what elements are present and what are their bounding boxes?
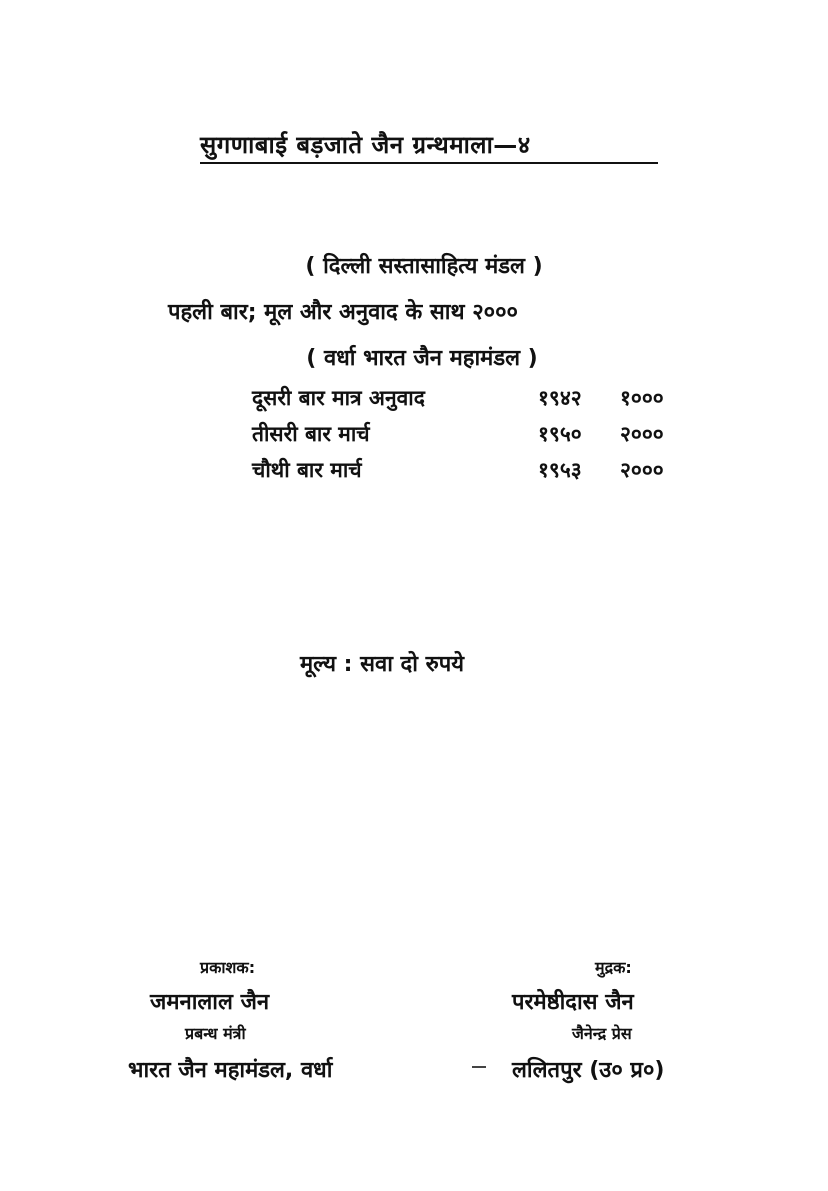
edition-year: १९५३ bbox=[538, 458, 582, 482]
edition-label: चौथी बार मार्च bbox=[252, 458, 362, 482]
edition-copies: १००० bbox=[620, 386, 664, 410]
publisher-name: जमनालाल जैन bbox=[150, 990, 270, 1015]
edition-copies: २००० bbox=[620, 458, 664, 482]
stray-dash-mark bbox=[472, 1066, 486, 1068]
edition-row bbox=[252, 384, 692, 414]
edition-publisher-heading-wardha: ( वर्धा भारत जैन महामंडल ) bbox=[306, 346, 538, 371]
printer-label: मुद्रक: bbox=[595, 958, 632, 977]
series-title: सुगणाबाई बड़जाते जैन ग्रन्थमाला—४ bbox=[200, 131, 531, 159]
publisher-organization: भारत जैन महामंडल, वर्धा bbox=[128, 1058, 333, 1083]
publisher-label: प्रकाशक: bbox=[200, 958, 256, 977]
edition-publisher-heading-delhi: ( दिल्ली सस्तासाहित्य मंडल ) bbox=[305, 254, 543, 279]
publisher-role: प्रबन्ध मंत्री bbox=[185, 1024, 246, 1043]
edition-copies: २००० bbox=[620, 422, 664, 446]
edition-year: १९५० bbox=[538, 422, 582, 446]
edition-label: दूसरी बार मात्र अनुवाद bbox=[252, 386, 425, 410]
price-line: मूल्य : सवा दो रुपये bbox=[300, 652, 464, 677]
printer-city: ललितपुर (उ० प्र०) bbox=[512, 1058, 665, 1083]
edition-year: १९४२ bbox=[538, 386, 582, 410]
printer-name: परमेष्ठीदास जैन bbox=[512, 990, 634, 1015]
printer-press: जैनेन्द्र प्रेस bbox=[572, 1024, 632, 1043]
edition-row bbox=[252, 420, 692, 450]
edition-label: तीसरी बार मार्च bbox=[252, 422, 370, 446]
series-title-underline bbox=[200, 162, 658, 164]
first-edition-line: पहली बार; मूल और अनुवाद के साथ २००० bbox=[168, 300, 518, 325]
edition-row bbox=[252, 456, 692, 486]
